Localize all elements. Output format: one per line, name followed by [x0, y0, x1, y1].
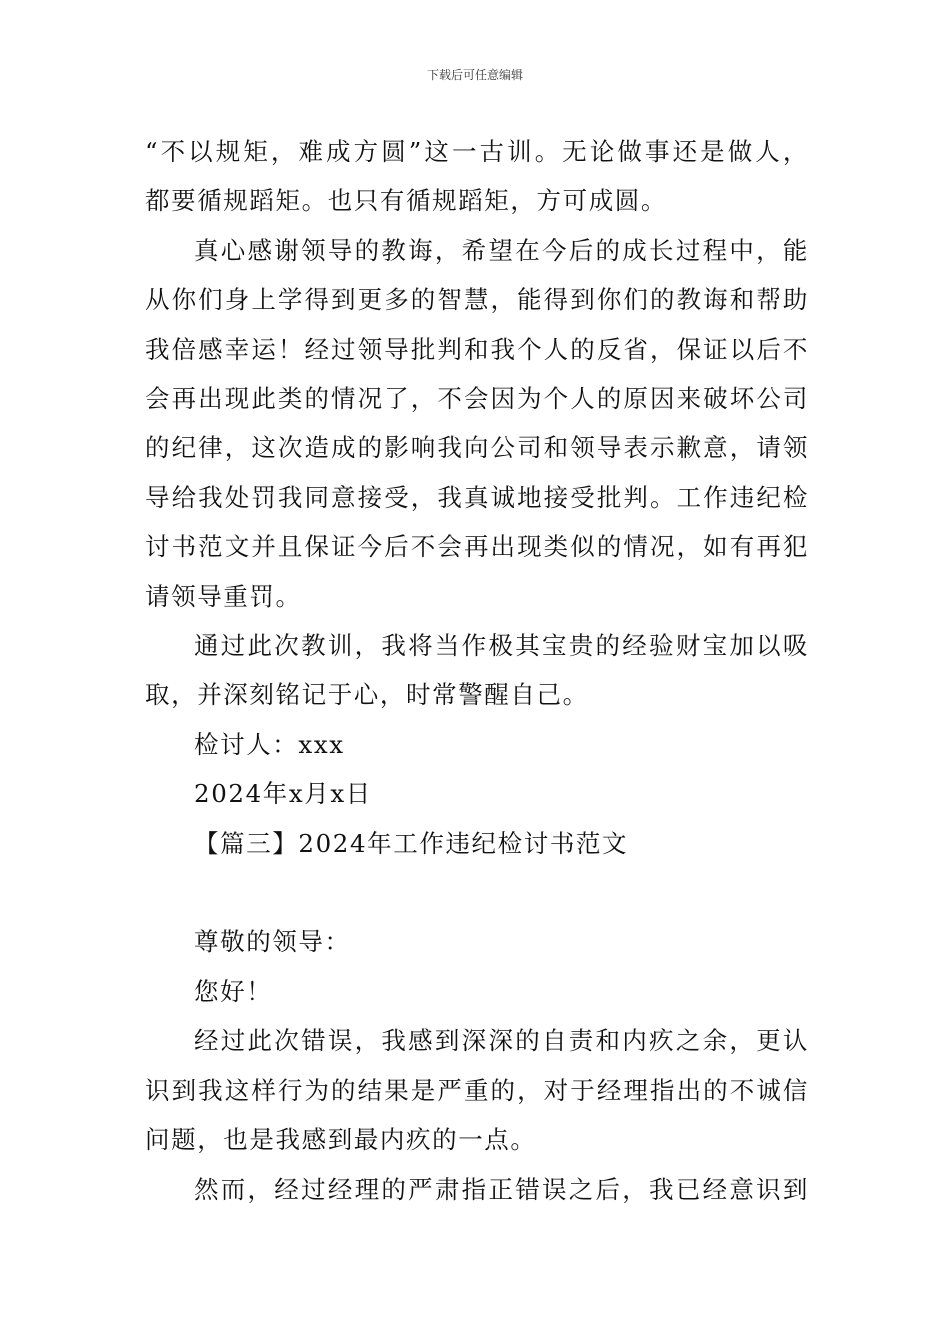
paragraph-3: 通过此次教训，我将当作极其宝贵的经验财宝加以吸取，并深刻铭记于心，时常警醒自己。 [145, 631, 809, 710]
paragraph-5: 然而，经过经理的严肃指正错误之后，我已经意识到 [194, 1174, 809, 1204]
page-header-note: 下载后可任意编辑 [426, 68, 523, 82]
paragraph-2: 真心感谢领导的教诲，希望在今后的成长过程中，能从你们身上学得到更多的智慧，能得到你们的教诲和帮助我倍感幸运！经过领导批判和我个人的反省，保证以后不会再出现此类的情况了，不会因为个人的原因来破坏公司的纪律，这次造成的影响我向公司和领导表示歉意，请领导给我处罚我同意接受，我真诚地接受批判。工作违纪检讨书范文并且保证今后不会再出现类似的情况，如有再犯请领导重罚。 [145, 235, 809, 611]
signer: 检讨人：xxx [194, 729, 345, 759]
salutation: 尊敬的领导： [194, 927, 351, 957]
greeting: 您好！ [194, 976, 273, 1006]
document-body [145, 127, 809, 1214]
paragraph-1-line-2: 都要循规蹈矩。也只有循规蹈矩，方可成圆。 [145, 186, 667, 216]
paragraph-1-line-1: “不以规矩，难成方圆”这一古训。无论做事还是做人， [145, 137, 809, 166]
blank-line [145, 868, 809, 917]
paragraph-4: 经过此次错误，我感到深深的自责和内疚之余，更认识到我这样行为的结果是严重的，对于经理指出的不诚信问题，也是我感到最内疚的一点。 [145, 1026, 809, 1155]
date: 2024年x月x日 [194, 779, 372, 809]
section-title: 【篇三】2024年工作违纪检讨书范文 [194, 828, 629, 858]
